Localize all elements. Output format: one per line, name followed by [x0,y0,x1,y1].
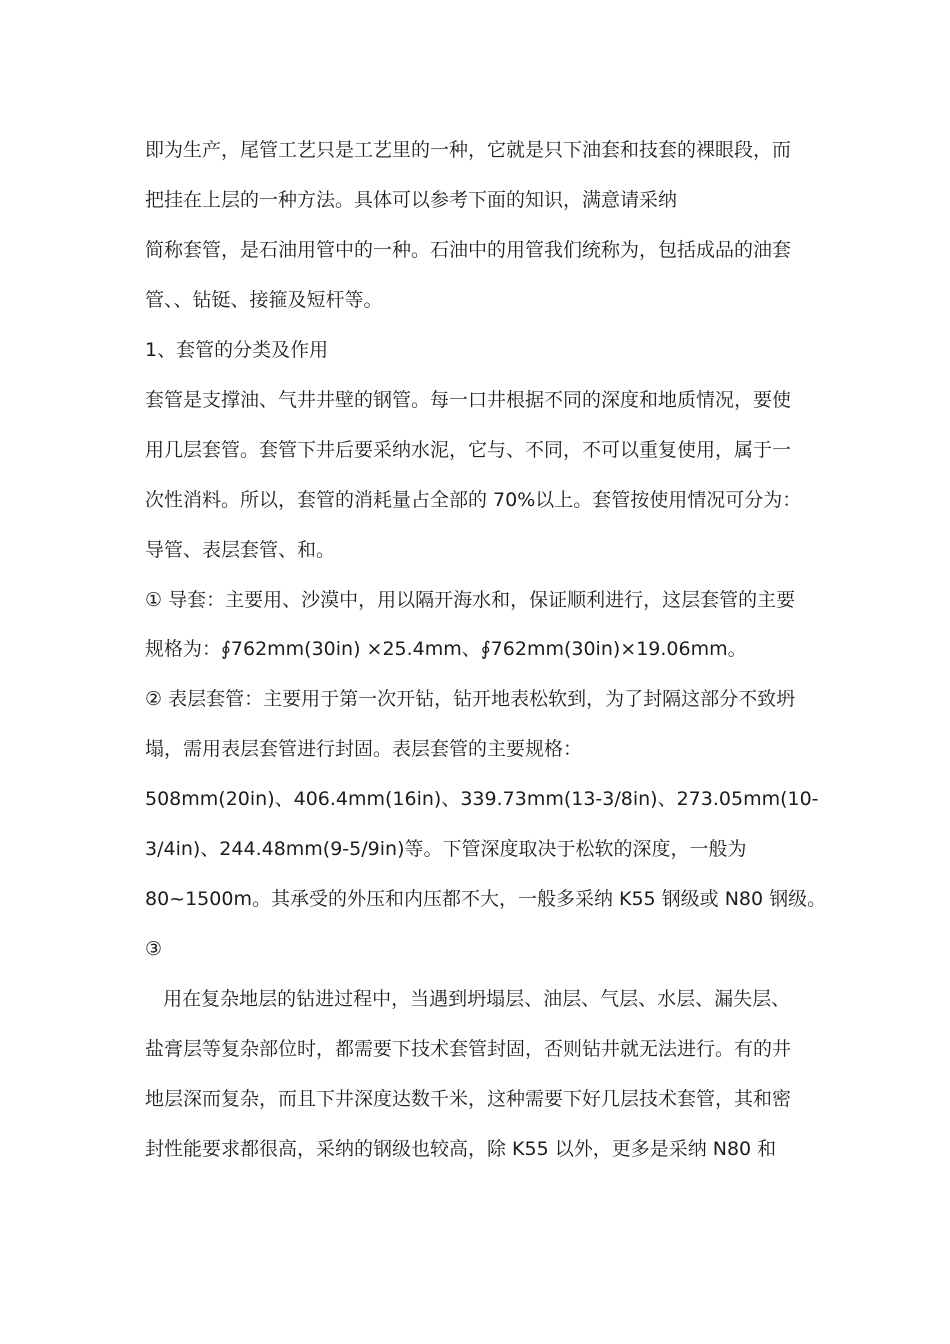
text-line: 80~1500m。其承受的外压和内压都不大，一般多采纳 K55 钢级或 N80 钢级。 [145,888,827,910]
text-line: 508mm(20in)、406.4mm(16in)、339.73mm(13-3/8in)、273.05mm(10- [145,788,819,810]
text-line: 3/4in)、244.48mm(9-5/9in)等。下管深度取决于松软的深度，一般为 [145,838,747,860]
text-line: ③ [145,938,163,960]
text-line: ① 导套：主要用、沙漠中，用以隔开海水和，保证顺利进行，这层套管的主要 [145,589,796,611]
text-line: 地层深而复杂，而且下井深度达数千米，这种需要下好几层技术套管，其和密 [145,1088,792,1110]
text-line: 把挂在上层的一种方法。具体可以参考下面的知识，满意请采纳 [145,189,678,211]
text-line: 封性能要求都很高，采纳的钢级也较高，除 K55 以外，更多是采纳 N80 和 [145,1138,777,1160]
text-line: ② 表层套管：主要用于第一次开钻，钻开地表松软到，为了封隔这部分不致坍 [145,688,796,710]
text-line: 导管、表层套管、和。 [145,539,336,561]
text-line: 盐膏层等复杂部位时，都需要下技术套管封固，否则钻井就无法进行。有的井 [145,1038,792,1060]
text-line: 管、、钻铤、接箍及短杆等。 [145,289,383,311]
text-line: 用几层套管。套管下井后要采纳水泥，它与、不同，不可以重复使用，属于一 [145,439,792,461]
text-line: 套管是支撑油、气井井壁的钢管。每一口井根据不同的深度和地质情况，要使 [145,389,792,411]
text-line: 用在复杂地层的钻进过程中，当遇到坍塌层、油层、气层、水层、漏失层、 [145,988,791,1010]
text-line: 即为生产，尾管工艺只是工艺里的一种，它就是只下油套和技套的裸眼段，而 [145,139,792,161]
section-heading: 1、套管的分类及作用 [145,339,329,361]
text-line: 塌，需用表层套管进行封固。表层套管的主要规格： [145,738,583,760]
text-line: 规格为：∮762mm(30in) ×25.4mm、∮762mm(30in)×19.06mm。 [145,638,747,660]
text-line: 简称套管，是石油用管中的一种。石油中的用管我们统称为，包括成品的油套 [145,239,792,261]
text-line: 次性消料。所以，套管的消耗量占全部的 70%以上。套管按使用情况可分为： [145,489,802,511]
